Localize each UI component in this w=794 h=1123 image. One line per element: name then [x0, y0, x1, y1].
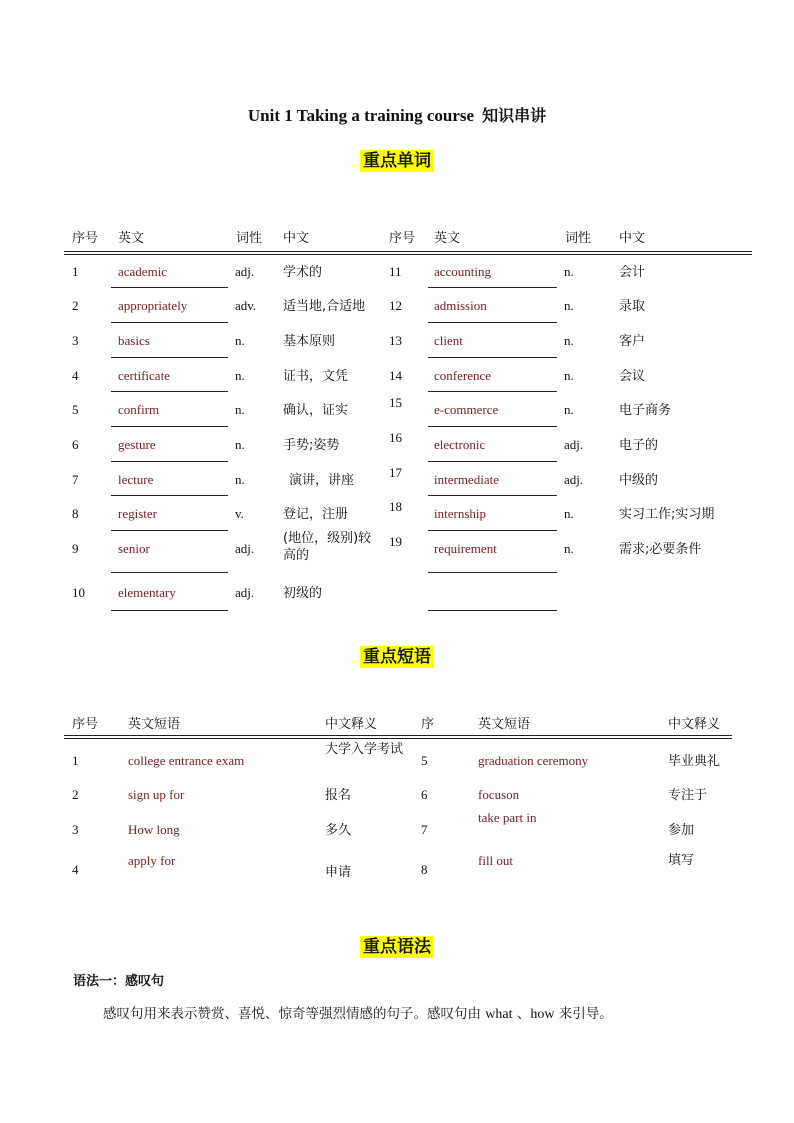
word-chinese: 客户	[619, 334, 646, 349]
phrase-header-chinese-2: 中文释义	[668, 717, 721, 732]
word-chinese: 实习工作;实习期	[619, 507, 715, 522]
word-underline	[111, 426, 228, 427]
word-english: lecture	[118, 472, 154, 487]
phrase-number: 3	[72, 822, 79, 837]
phrase-number: 7	[421, 822, 428, 837]
phrase-number: 1	[72, 753, 79, 768]
word-number: 16	[389, 430, 402, 445]
word-underline	[111, 287, 228, 288]
word-pos: adv.	[235, 298, 257, 313]
phrase-header-no: 序号	[72, 717, 99, 732]
word-chinese: 登记，注册	[283, 507, 349, 522]
word-underline	[428, 495, 557, 496]
word-pos: n.	[235, 402, 245, 417]
grammar-what: what	[485, 1007, 513, 1022]
word-number: 17	[389, 465, 402, 480]
word-pos: n.	[564, 541, 574, 556]
phrase-chinese: 参加	[668, 823, 695, 838]
section-heading-grammar: 重点语法	[0, 932, 794, 957]
word-pos: n.	[235, 368, 245, 383]
word-english: electronic	[434, 437, 486, 452]
word-english: confirm	[118, 402, 160, 417]
phrase-chinese: 专注于	[668, 788, 708, 803]
phrase-chinese: 多久	[325, 823, 352, 838]
section-heading-words: 重点单词	[0, 146, 794, 171]
word-pos: n.	[564, 333, 574, 348]
word-underline	[111, 530, 228, 531]
phrase-header-chinese: 中文释义	[325, 717, 378, 732]
phrase-english: take part in	[478, 810, 537, 825]
phrase-number: 8	[421, 862, 428, 877]
word-underline	[111, 391, 228, 392]
word-underline	[428, 426, 557, 427]
word-english: internship	[434, 506, 486, 521]
phrase-chinese: 填写	[668, 853, 695, 868]
header-english: 英文	[118, 231, 145, 246]
word-chinese: 录取	[619, 299, 646, 314]
grammar-sep: 、	[516, 1006, 531, 1022]
phrase-english: How long	[128, 822, 180, 837]
header-pos-2: 词性	[565, 231, 592, 246]
word-number: 13	[389, 333, 402, 348]
word-chinese: 演讲，讲座	[289, 473, 355, 488]
word-underline	[428, 322, 557, 323]
word-number: 8	[72, 506, 79, 521]
phrase-number: 6	[421, 787, 428, 802]
word-underline	[428, 357, 557, 358]
word-pos: n.	[564, 506, 574, 521]
word-pos: n.	[235, 437, 245, 452]
word-english: senior	[118, 541, 150, 556]
word-chinese: 中级的	[619, 473, 659, 488]
phrase-english: graduation ceremony	[478, 753, 589, 768]
word-english: intermediate	[434, 472, 499, 487]
title-chinese: 知识串讲	[482, 106, 547, 125]
section-heading-phrases: 重点短语	[0, 642, 794, 667]
word-underline	[111, 572, 228, 573]
word-number: 19	[389, 534, 402, 549]
page-title	[0, 103, 794, 126]
word-pos: n.	[564, 298, 574, 313]
word-number: 4	[72, 368, 79, 383]
word-chinese: 电子商务	[619, 403, 672, 418]
word-underline	[111, 610, 228, 611]
word-chinese: 手势;姿势	[283, 438, 340, 453]
word-number: 1	[72, 264, 79, 279]
word-chinese: 需求;必要条件	[619, 542, 702, 557]
header-pos: 词性	[236, 231, 263, 246]
word-underline	[111, 357, 228, 358]
word-english: accounting	[434, 264, 492, 279]
phrase-english: focuson	[478, 787, 520, 802]
word-number: 9	[72, 541, 79, 556]
word-chinese: 会计	[619, 265, 646, 280]
phrase-chinese: 毕业典礼	[668, 754, 721, 769]
word-number: 7	[72, 472, 79, 487]
word-underline	[428, 610, 557, 611]
phrase-header-rule	[64, 735, 732, 739]
word-english: e-commerce	[434, 402, 499, 417]
phrase-chinese: 大学入学考试	[325, 742, 404, 757]
word-number: 15	[389, 395, 402, 410]
word-chinese: 确认，证实	[283, 403, 349, 418]
header-no: 序号	[72, 231, 99, 246]
word-english: appropriately	[118, 298, 188, 313]
phrase-english: sign up for	[128, 787, 185, 802]
phrase-header-english: 英文短语	[128, 717, 181, 732]
word-english: admission	[434, 298, 487, 313]
header-english-2: 英文	[434, 231, 461, 246]
phrase-english: apply for	[128, 853, 176, 868]
phrase-english: fill out	[478, 853, 514, 868]
header-chinese: 中文	[283, 231, 310, 246]
word-pos: n.	[564, 402, 574, 417]
word-pos: adj.	[564, 437, 584, 452]
word-english: certificate	[118, 368, 170, 383]
word-english: client	[434, 333, 463, 348]
word-pos: adj.	[235, 264, 255, 279]
word-chinese: 学术的	[283, 265, 323, 280]
grammar-how: how	[530, 1007, 555, 1022]
phrase-header-no-2: 序	[421, 717, 435, 732]
title-english: Unit 1 Taking a training course	[247, 106, 475, 125]
phrase-english: college entrance exam	[128, 753, 245, 768]
word-underline	[111, 322, 228, 323]
word-english: requirement	[434, 541, 497, 556]
word-number: 5	[72, 402, 79, 417]
word-chinese: 证书，文凭	[283, 369, 349, 384]
header-rule	[64, 251, 752, 255]
word-chinese: 适当地,合适地	[283, 299, 366, 314]
header-chinese-2: 中文	[619, 231, 646, 246]
word-pos: n.	[564, 264, 574, 279]
word-english: elementary	[118, 585, 176, 600]
word-pos: adj.	[564, 472, 584, 487]
phrase-number: 2	[72, 787, 79, 802]
word-english: academic	[118, 264, 168, 279]
word-underline	[428, 287, 557, 288]
word-chinese: 初级的	[283, 586, 323, 601]
word-number: 11	[389, 264, 402, 279]
grammar-subheading: 语法一：感叹句	[73, 974, 165, 989]
word-number: 2	[72, 298, 79, 313]
word-chinese: 电子的	[619, 438, 659, 453]
phrase-number: 5	[421, 753, 428, 768]
phrase-header-english-2: 英文短语	[478, 717, 531, 732]
word-underline	[111, 461, 228, 462]
word-chinese: 基本原则	[283, 334, 336, 349]
word-english: basics	[118, 333, 150, 348]
grammar-end: 来引导。	[558, 1006, 613, 1022]
word-underline	[428, 530, 557, 531]
word-underline	[111, 495, 228, 496]
phrase-chinese: 申请	[325, 865, 352, 880]
word-underline	[428, 572, 557, 573]
word-number: 18	[389, 499, 402, 514]
word-pos: n.	[235, 472, 245, 487]
word-pos: n.	[235, 333, 245, 348]
word-pos: adj.	[235, 541, 255, 556]
phrase-number: 4	[72, 862, 79, 877]
header-no-2: 序号	[389, 231, 416, 246]
word-underline	[428, 461, 557, 462]
word-chinese: (地位，级别)较高的	[283, 531, 372, 563]
word-number: 10	[72, 585, 85, 600]
grammar-text: 感叹句用来表示赞赏、喜悦、惊奇等强烈情感的句子。感叹句由	[103, 1006, 481, 1022]
word-number: 6	[72, 437, 79, 452]
word-pos: adj.	[235, 585, 255, 600]
word-english: conference	[434, 368, 492, 383]
word-english: register	[118, 506, 157, 521]
grammar-paragraph	[103, 1002, 613, 1023]
word-english: gesture	[118, 437, 156, 452]
word-pos: n.	[564, 368, 574, 383]
word-number: 12	[389, 298, 402, 313]
word-number: 14	[389, 368, 402, 383]
word-pos: v.	[235, 506, 244, 521]
word-underline	[428, 391, 557, 392]
word-number: 3	[72, 333, 79, 348]
word-chinese: 会议	[619, 369, 646, 384]
phrase-chinese: 报名	[325, 788, 352, 803]
